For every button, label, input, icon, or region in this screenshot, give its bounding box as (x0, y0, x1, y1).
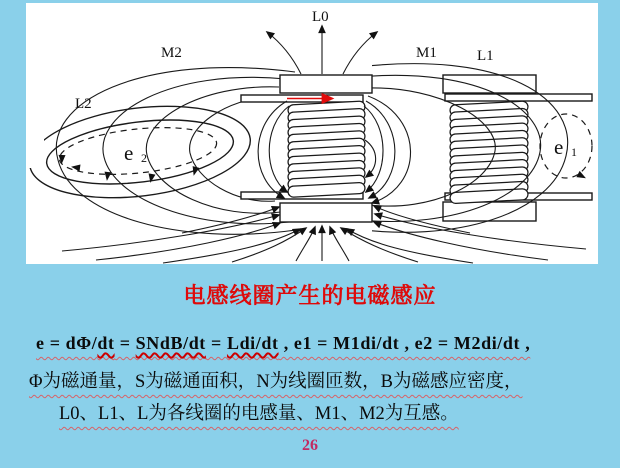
induced-current-loop-e1 (540, 114, 592, 181)
coil-L0-assembly (241, 75, 372, 222)
coil-L1-winding (450, 101, 528, 204)
label-e2: e (124, 141, 134, 165)
formula-line-1 (36, 333, 530, 354)
label-M2: M2 (161, 45, 182, 61)
label-M1: M1 (416, 45, 437, 61)
formula-part-misspelled: Ldi/dt (226, 333, 279, 353)
coil-L0-winding (288, 101, 365, 197)
label-L2: L2 (75, 96, 92, 112)
formula-part: e = dΦ/ (36, 333, 98, 353)
formula-part: , e1 = M1di/dt , e2 = M2di/dt , (278, 333, 531, 353)
diagram-panel (26, 3, 598, 264)
field-lines-top (267, 26, 377, 74)
induction-diagram (26, 3, 598, 264)
label-e1-sub: 1 (571, 145, 577, 159)
formula-line-3: L0、L1、L为各线圈的电感量、M1、M2为互感。 (59, 404, 459, 424)
formula-part-misspelled: SNdB/dt (135, 333, 206, 353)
label-e1: e (554, 135, 564, 159)
label-L0: L0 (312, 9, 329, 25)
formula-line-2: Φ为磁通量，S为磁通面积，N为线圈匝数，B为磁感应密度， (29, 372, 523, 392)
label-e2-sub: 2 (141, 151, 147, 165)
coil-L1-assembly (443, 75, 592, 221)
formula-part: = (205, 333, 227, 353)
formula-part-misspelled: dt (97, 333, 115, 353)
page-number: 26 (302, 437, 318, 454)
label-L1: L1 (477, 48, 494, 64)
formula-part: = (114, 333, 136, 353)
slide-title: 电感线圈产生的电磁感应 (183, 283, 437, 308)
